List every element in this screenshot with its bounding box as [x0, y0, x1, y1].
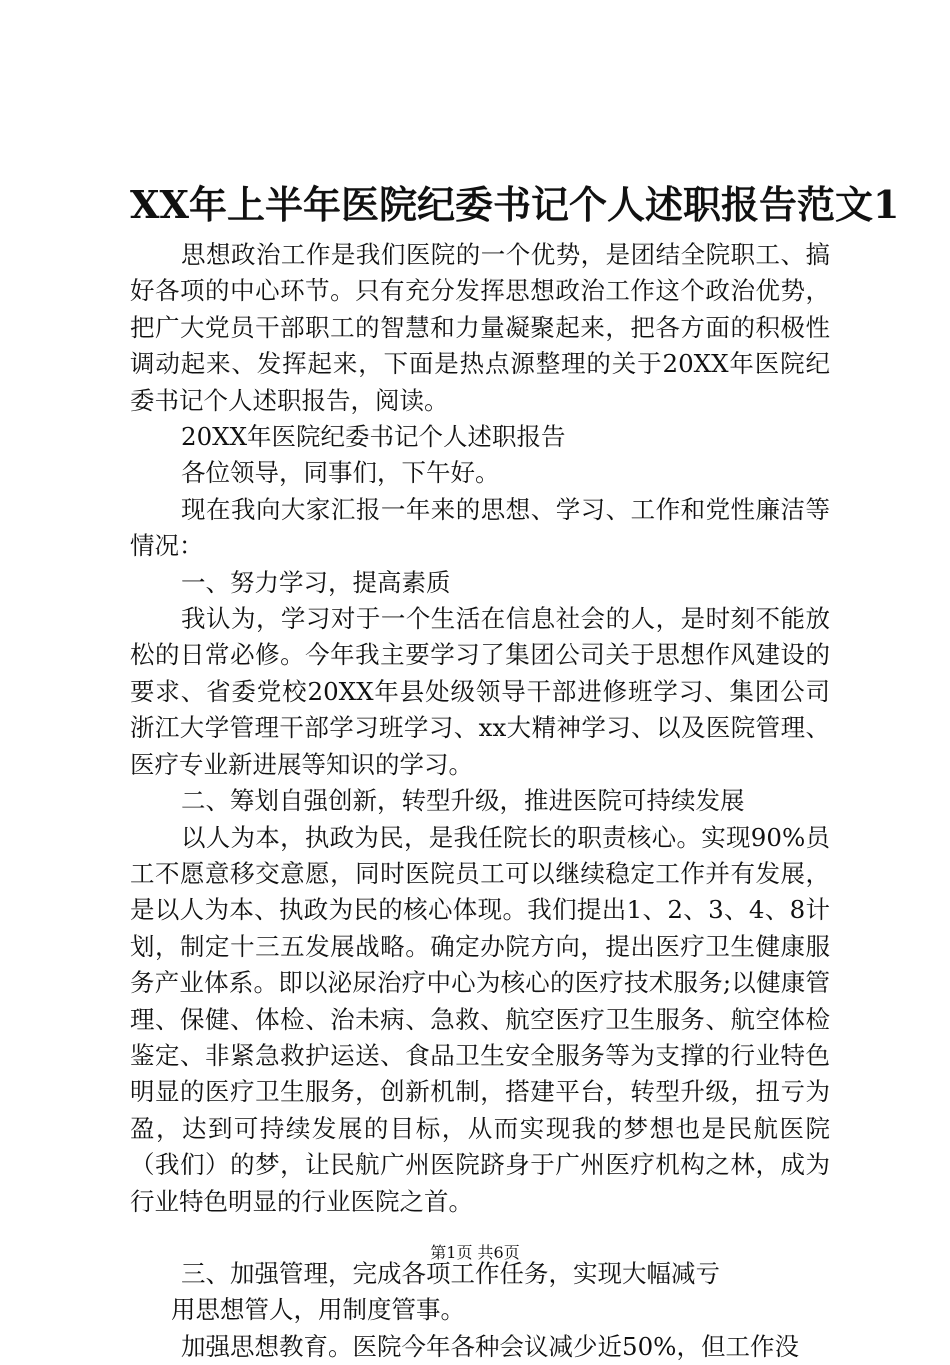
document-body	[130, 237, 830, 1365]
page-footer: 第1页 共6页	[430, 1243, 520, 1262]
paragraph-intro: 思想政治工作是我们医院的一个优势，是团结全院职工、搞好各项的中心环节。只有充分发挥思想政治工作这个政治优势，把广大党员干部职工的智慧和力量凝聚起来，把各方面的积极性调动起来、发挥起来，下面是热点源整理的关于20XX年医院纪委书记个人述职报告，阅读。	[130, 240, 830, 415]
paragraph-education: 加强思想教育。医院今年各种会议减少近50%，但工作没	[181, 1331, 799, 1361]
section-heading-2: 二、筹划自强创新，转型升级，推进医院可持续发展	[181, 786, 745, 816]
paragraph-study: 我认为，学习对于一个生活在信息社会的人，是时刻不能放松的日常必修。今年我主要学习了集团公司关于思想作风建设的要求、省委党校20XX年县处级领导干部进修班学习、集团公司浙江大学管理干部学习班学习、xx大精神学习、以及医院管理、医疗专业新进展等知识的学习。	[130, 604, 830, 779]
section-heading-1: 一、努力学习，提高素质	[181, 567, 451, 597]
paragraph-development: 以人为本，执政为民，是我任院长的职责核心。实现90%员工不愿意移交意愿，同时医院员工可以继续稳定工作并有发展，是以人为本、执政为民的核心体现。我们提出1、2、3、4、8计划，制定十三五发展战略。确定办院方向，提出医疗卫生健康服务产业体系。即以泌尿治疗中心为核心的医疗技术服务;以健康管理、保健、体检、治未病、急救、航空医疗卫生服务、航空体检鉴定、非紧急救护运送、食品卫生安全服务等为支撑的行业特色明显的医疗卫生服务，创新机制，搭建平台，转型升级，扭亏为盈，达到可持续发展的目标，从而实现我的梦想也是民航医院（我们）的梦，让民航广州医院跻身于广州医疗机构之林，成为行业特色明显的行业医院之首。	[130, 822, 830, 1216]
section-heading-3: 三、加强管理，完成各项工作任务，实现大幅减亏	[181, 1258, 720, 1288]
paragraph-greeting: 各位领导，同事们，下午好。	[181, 458, 500, 488]
paragraph-report-heading: 20XX年医院纪委书记个人述职报告	[181, 422, 566, 452]
paragraph-management: 用思想管人，用制度管事。	[171, 1295, 465, 1325]
document-title: XX年上半年医院纪委书记个人述职报告范文1	[130, 182, 900, 227]
paragraph-overview: 现在我向大家汇报一年来的思想、学习、工作和党性廉洁等情况：	[130, 494, 830, 561]
